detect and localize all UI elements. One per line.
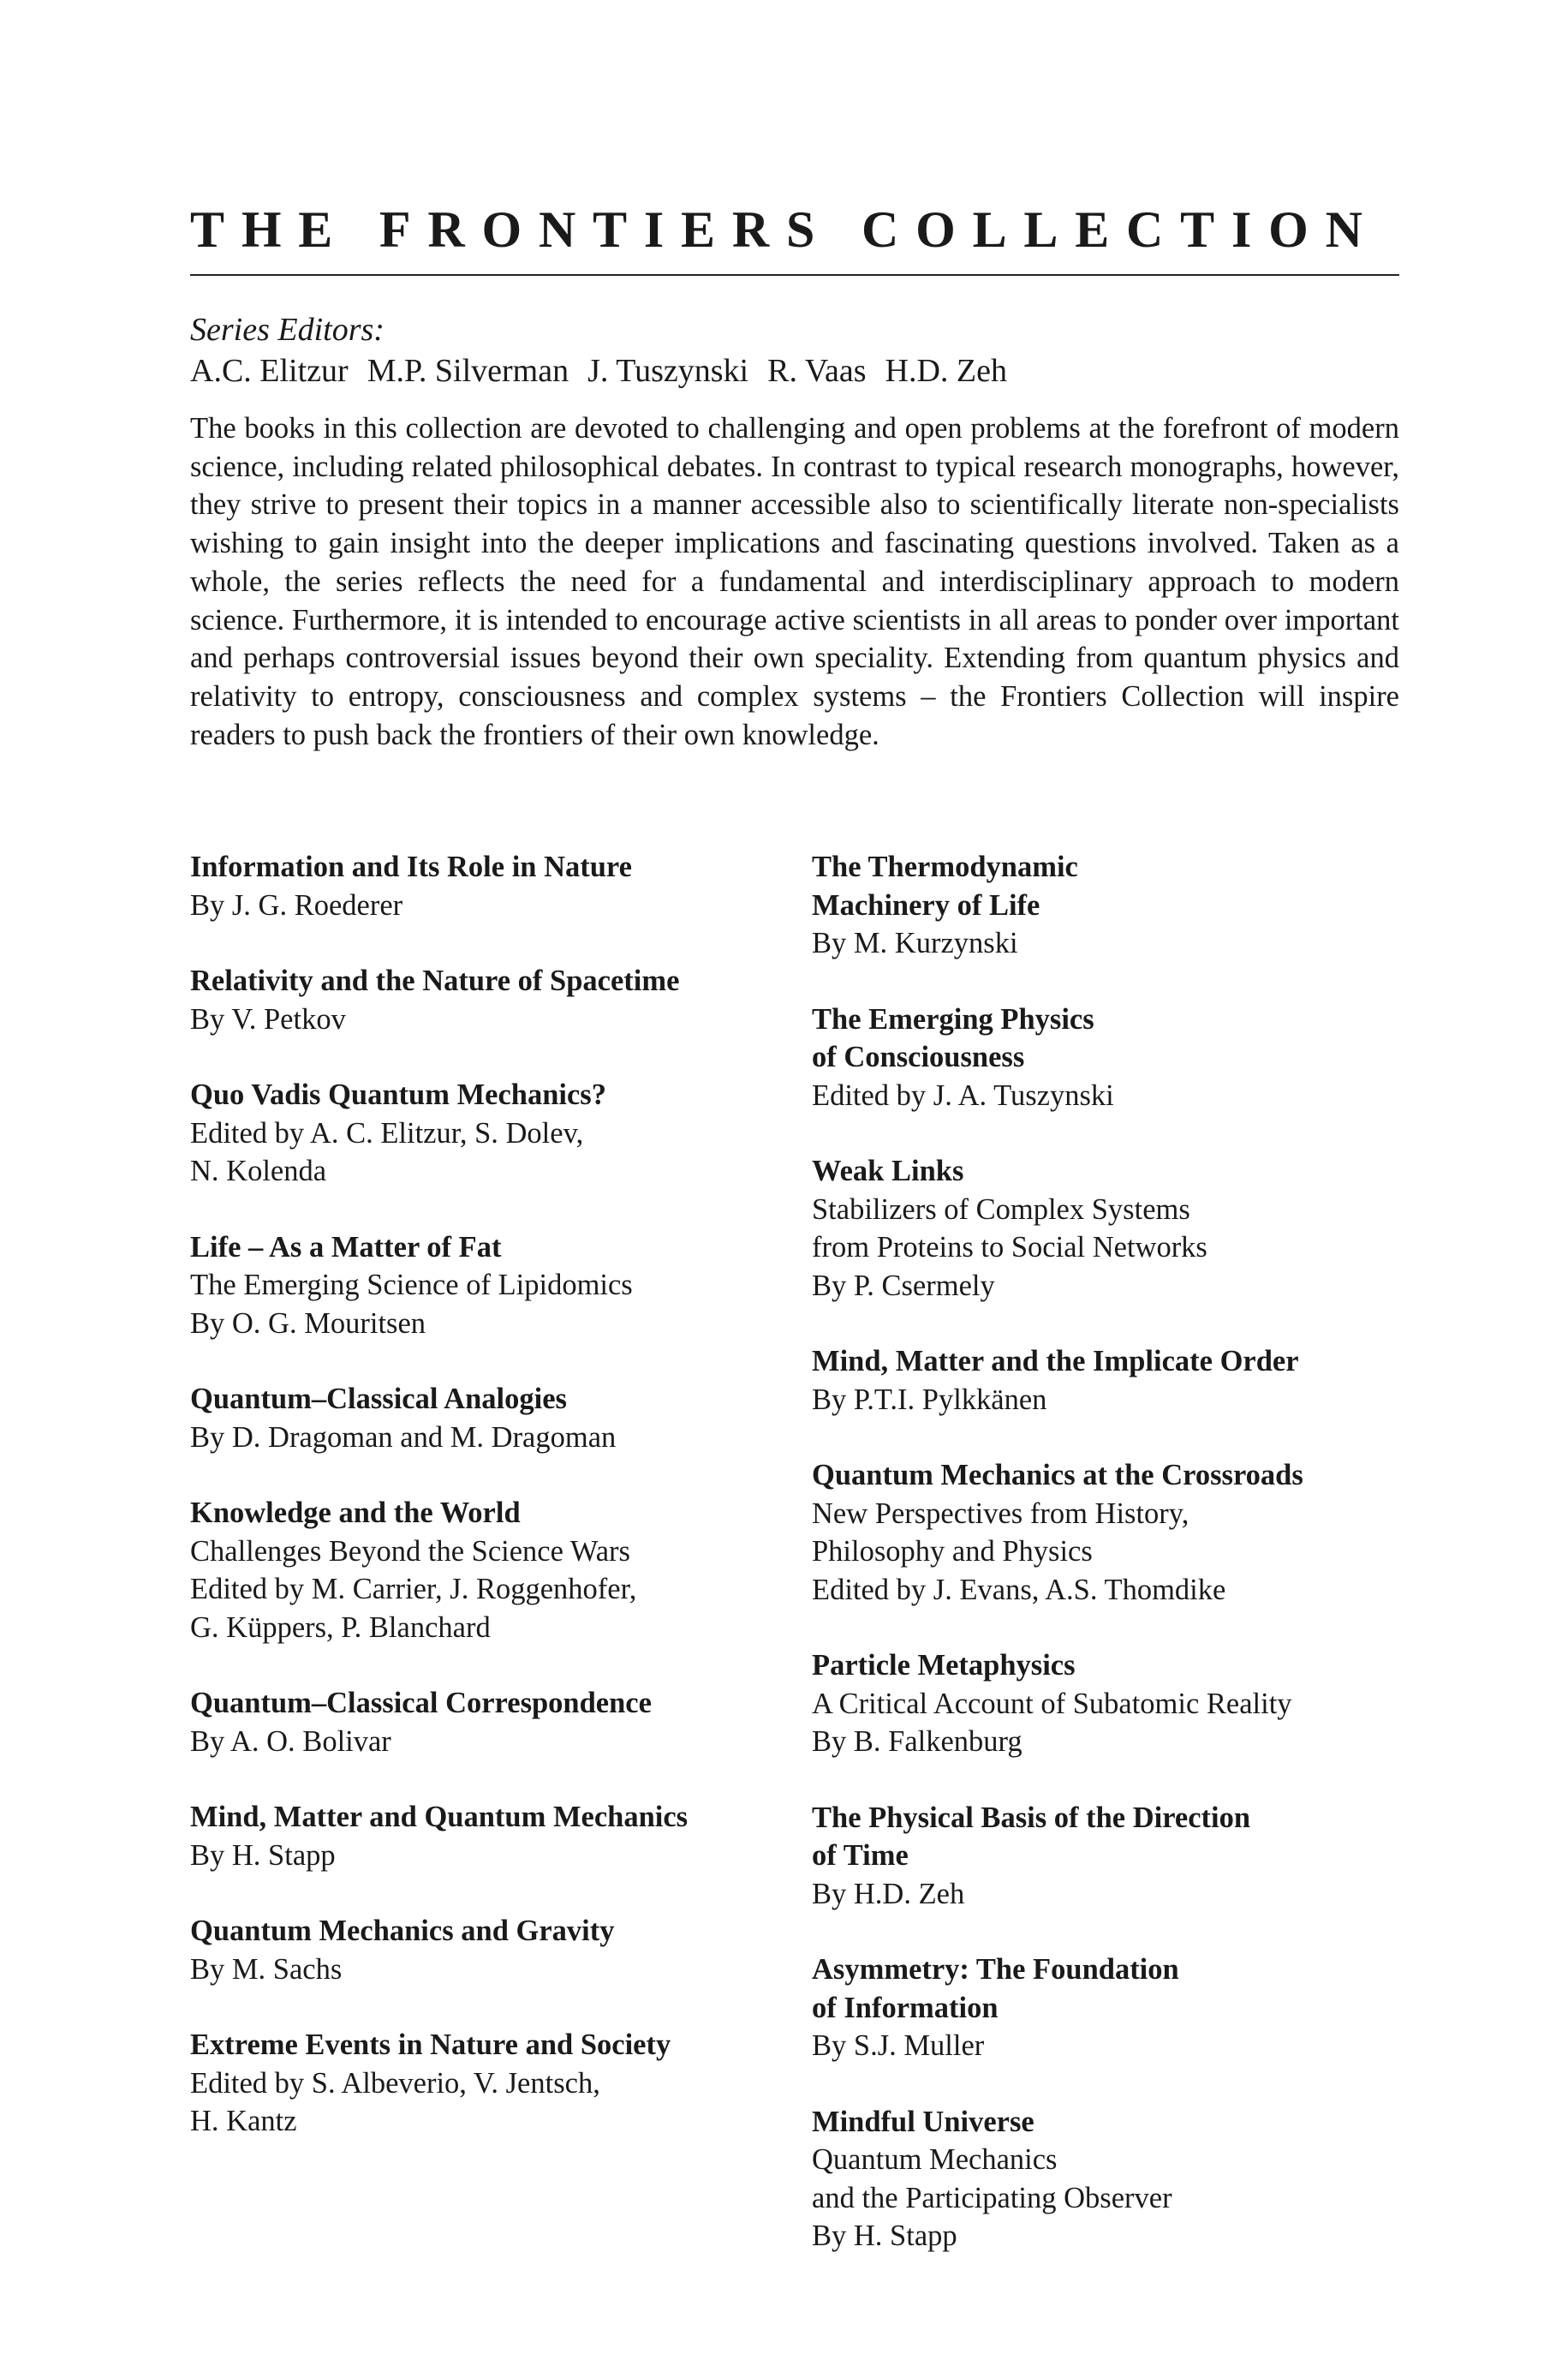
book-detail: By P.T.I. Pylkkänen: [812, 1383, 1047, 1416]
book-detail: Stabilizers of Complex Systems: [812, 1192, 1190, 1226]
book-title: Mind, Matter and the Implicate Order: [812, 1345, 1299, 1377]
book-title: Machinery of Life: [812, 888, 1040, 922]
book-title: of Time: [812, 1839, 909, 1872]
series-editor: H.D. Zeh: [885, 353, 1007, 389]
book-detail: A Critical Account of Subatomic Reality: [812, 1687, 1292, 1720]
book-entry: [190, 1912, 781, 1988]
book-detail: By B. Falkenburg: [812, 1725, 1022, 1758]
book-entry: [190, 848, 781, 924]
book-title: Particle Metaphysics: [812, 1649, 1076, 1682]
series-editors-label: Series Editors:: [190, 312, 385, 348]
book-detail: Edited by J. Evans, A.S. Thomdike: [812, 1573, 1226, 1606]
book-list-left: [190, 848, 781, 2178]
book-title: Mind, Matter and Quantum Mechanics: [190, 1801, 689, 1833]
book-title: Mindful Universe: [812, 2105, 1034, 2138]
book-detail: By S.J. Muller: [812, 2029, 985, 2062]
series-editors-list: [190, 351, 1026, 391]
book-detail: By H. Stapp: [190, 1838, 336, 1872]
series-editor: A.C. Elitzur: [190, 353, 349, 389]
book-detail: By O. G. Mouritsen: [190, 1306, 426, 1340]
book-title: Relativity and the Nature of Spacetime: [190, 965, 680, 997]
title-divider: [190, 274, 1399, 276]
series-editor: M.P. Silverman: [367, 353, 569, 389]
book-detail: By D. Dragoman and M. Dragoman: [190, 1420, 617, 1454]
book-entry: [190, 1684, 781, 1760]
book-entry: [190, 1494, 781, 1646]
book-title: Asymmetry: The Foundation: [812, 1953, 1179, 1986]
book-entry: [812, 848, 1403, 963]
book-title: Quo Vadis Quantum Mechanics?: [190, 1078, 606, 1111]
book-detail: Edited by A. C. Elitzur, S. Dolev,: [190, 1116, 584, 1150]
book-detail: from Proteins to Social Networks: [812, 1231, 1207, 1264]
book-detail: By H.D. Zeh: [812, 1877, 965, 1910]
book-title: Quantum Mechanics at the Crossroads: [812, 1459, 1303, 1491]
book-detail: By P. Csermely: [812, 1269, 995, 1302]
book-detail: Challenges Beyond the Science Wars: [190, 1534, 630, 1568]
book-entry: [812, 1152, 1403, 1305]
collection-description: The books in this collection are devoted to challenging and open problems at the forefront of modern science, including related philosophical debates. In contrast to typical research monographs, however, they strive to present their topics in a manner accessible also to scientifically literate non-specialists wishing to gain insight into the deeper implications and fascinating questions involved. Taken as a whole, the series reflects the need for a fundamental and interdisciplinary approach to modern science. Furthermore, it is intended to encourage active scientists in all areas to ponder over important and perhaps controversial issues beyond their own speciality. Extending from quantum physics and relativity to entropy, consciousness and complex systems – the Frontiers Collection will inspire readers to push back the frontiers of their own knowledge.: [190, 412, 1399, 751]
book-title: Information and Its Role in Nature: [190, 851, 632, 883]
book-detail: New Perspectives from History,: [812, 1497, 1189, 1530]
book-detail: By J. G. Roederer: [190, 888, 403, 922]
book-entry: [190, 1380, 781, 1456]
book-list-right: [812, 848, 1403, 2293]
series-editor: R. Vaas: [767, 353, 867, 389]
book-detail: Edited by J. A. Tuszynski: [812, 1078, 1114, 1112]
book-detail: By V. Petkov: [190, 1002, 346, 1036]
book-title: Quantum Mechanics and Gravity: [190, 1915, 615, 1947]
book-detail: By H. Stapp: [812, 2220, 957, 2252]
book-detail: Edited by M. Carrier, J. Roggenhofer,: [190, 1573, 637, 1605]
book-entry: [812, 1799, 1403, 1914]
book-title: Quantum–Classical Analogies: [190, 1383, 567, 1415]
book-title: Extreme Events in Nature and Society: [190, 2028, 671, 2061]
book-entry: [812, 1456, 1403, 1609]
book-detail: Edited by S. Albeverio, V. Jentsch,: [190, 2066, 600, 2100]
book-entry: [812, 2103, 1403, 2256]
book-entry: [190, 2026, 781, 2141]
book-entry: [812, 1342, 1403, 1419]
book-title: The Physical Basis of the Direction: [812, 1801, 1251, 1834]
book-detail: Philosophy and Physics: [812, 1535, 1093, 1568]
book-title: The Emerging Physics: [812, 1002, 1094, 1036]
book-detail: N. Kolenda: [190, 1155, 327, 1187]
book-entry: [812, 1001, 1403, 1115]
book-title: The Thermodynamic: [812, 851, 1078, 883]
book-title: of Information: [812, 1991, 999, 2024]
book-detail: The Emerging Science of Lipidomics: [190, 1269, 633, 1301]
book-detail: By M. Sachs: [190, 1952, 343, 1986]
book-entry: [190, 1076, 781, 1191]
book-detail: By M. Kurzynski: [812, 927, 1018, 959]
series-editor: J. Tuszynski: [587, 353, 749, 389]
book-title: Weak Links: [812, 1155, 964, 1187]
book-detail: G. Küppers, P. Blanchard: [190, 1610, 491, 1644]
book-entry: [190, 1798, 781, 1874]
book-entry: [190, 962, 781, 1038]
book-title: of Consciousness: [812, 1041, 1025, 1073]
book-detail: Quantum Mechanics: [812, 2143, 1058, 2176]
book-entry: [190, 1228, 781, 1343]
book-detail: and the Participating Observer: [812, 2181, 1172, 2214]
book-detail: H. Kantz: [190, 2105, 297, 2137]
book-entry: [812, 1646, 1403, 1761]
book-entry: [812, 1951, 1403, 2065]
book-title: Knowledge and the World: [190, 1497, 521, 1529]
book-title: Life – As a Matter of Fat: [190, 1230, 502, 1264]
page-title: THE FRONTIERS COLLECTION: [190, 201, 1380, 258]
book-detail: By A. O. Bolivar: [190, 1724, 391, 1758]
book-title: Quantum–Classical Correspondence: [190, 1687, 652, 1719]
